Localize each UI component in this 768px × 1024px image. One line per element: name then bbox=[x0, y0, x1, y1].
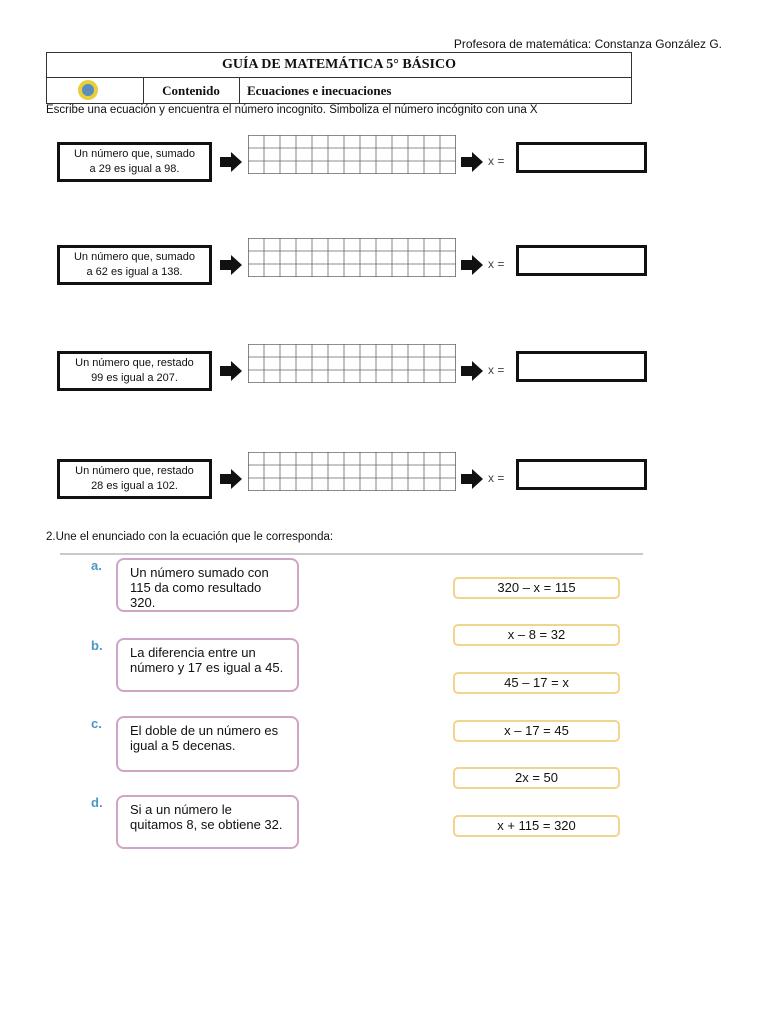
problem-box bbox=[57, 142, 212, 182]
page-title: GUÍA DE MATEMÁTICA 5° BÁSICO bbox=[47, 53, 631, 78]
problem-text: Un número que, restado bbox=[75, 465, 194, 477]
statement-card[interactable]: Si a un número le quitamos 8, se obtiene 32. bbox=[116, 795, 299, 849]
problem-text: Un número que, sumado bbox=[73, 148, 196, 160]
content-value: Ecuaciones e inecuaciones bbox=[247, 83, 392, 98]
part2-instructions: 2.Une el enunciado con la ecuación que le corresponda: bbox=[46, 531, 334, 543]
answer-box[interactable] bbox=[516, 245, 647, 276]
teacher-name: Profesora de matemática: Constanza González G. bbox=[453, 37, 722, 51]
problem-box bbox=[57, 459, 212, 499]
answer-grid[interactable] bbox=[248, 452, 456, 491]
arrow-right-icon bbox=[461, 255, 483, 275]
arrow-right-icon bbox=[220, 469, 242, 489]
arrow-right-icon bbox=[461, 361, 483, 381]
statement-letter: a. bbox=[91, 558, 102, 573]
problem-text: 99 es igual a 207. bbox=[91, 372, 178, 384]
statement-letter: d. bbox=[91, 795, 103, 810]
equation-card[interactable]: 45 – 17 = x bbox=[453, 672, 620, 694]
problem-text: Un número que, restado bbox=[75, 357, 194, 369]
answer-box[interactable] bbox=[516, 459, 647, 490]
equation-card[interactable]: x + 115 = 320 bbox=[453, 815, 620, 837]
statement-card[interactable]: El doble de un número es igual a 5 decenas. bbox=[116, 716, 299, 772]
answer-label: x = bbox=[488, 471, 505, 485]
header-table bbox=[46, 52, 632, 104]
statement-card[interactable]: Un número sumado con 115 da como resultado 320. bbox=[116, 558, 299, 612]
school-logo-icon bbox=[78, 80, 98, 100]
logo-cell bbox=[47, 77, 144, 104]
statement-card[interactable]: La diferencia entre un número y 17 es igual a 45. bbox=[116, 638, 299, 692]
statement-letter: b. bbox=[91, 638, 103, 653]
problem-text: a 62 es igual a 138. bbox=[86, 266, 183, 278]
arrow-right-icon bbox=[220, 255, 242, 275]
problem-box bbox=[57, 245, 212, 285]
separator bbox=[60, 553, 643, 555]
statement-letter: c. bbox=[91, 716, 102, 731]
problem-box bbox=[57, 351, 212, 391]
answer-label: x = bbox=[488, 363, 505, 377]
equation-card[interactable]: 320 – x = 115 bbox=[453, 577, 620, 599]
problem-text: 28 es igual a 102. bbox=[91, 480, 178, 492]
arrow-right-icon bbox=[461, 469, 483, 489]
problem-text: a 29 es igual a 98. bbox=[89, 163, 180, 175]
part1-instructions: Escribe una ecuación y encuentra el número incognito. Simboliza el número incógnito con una X bbox=[46, 104, 538, 116]
equation-card[interactable]: 2x = 50 bbox=[453, 767, 620, 789]
answer-grid[interactable] bbox=[248, 135, 456, 174]
answer-box[interactable] bbox=[516, 351, 647, 382]
problem-text: Un número que, sumado bbox=[73, 251, 196, 263]
answer-label: x = bbox=[488, 257, 505, 271]
answer-label: x = bbox=[488, 154, 505, 168]
equation-card[interactable]: x – 8 = 32 bbox=[453, 624, 620, 646]
answer-grid[interactable] bbox=[248, 238, 456, 277]
arrow-right-icon bbox=[461, 152, 483, 172]
content-label: Contenido bbox=[143, 77, 240, 104]
arrow-right-icon bbox=[220, 152, 242, 172]
answer-box[interactable] bbox=[516, 142, 647, 173]
equation-card[interactable]: x – 17 = 45 bbox=[453, 720, 620, 742]
arrow-right-icon bbox=[220, 361, 242, 381]
answer-grid[interactable] bbox=[248, 344, 456, 383]
